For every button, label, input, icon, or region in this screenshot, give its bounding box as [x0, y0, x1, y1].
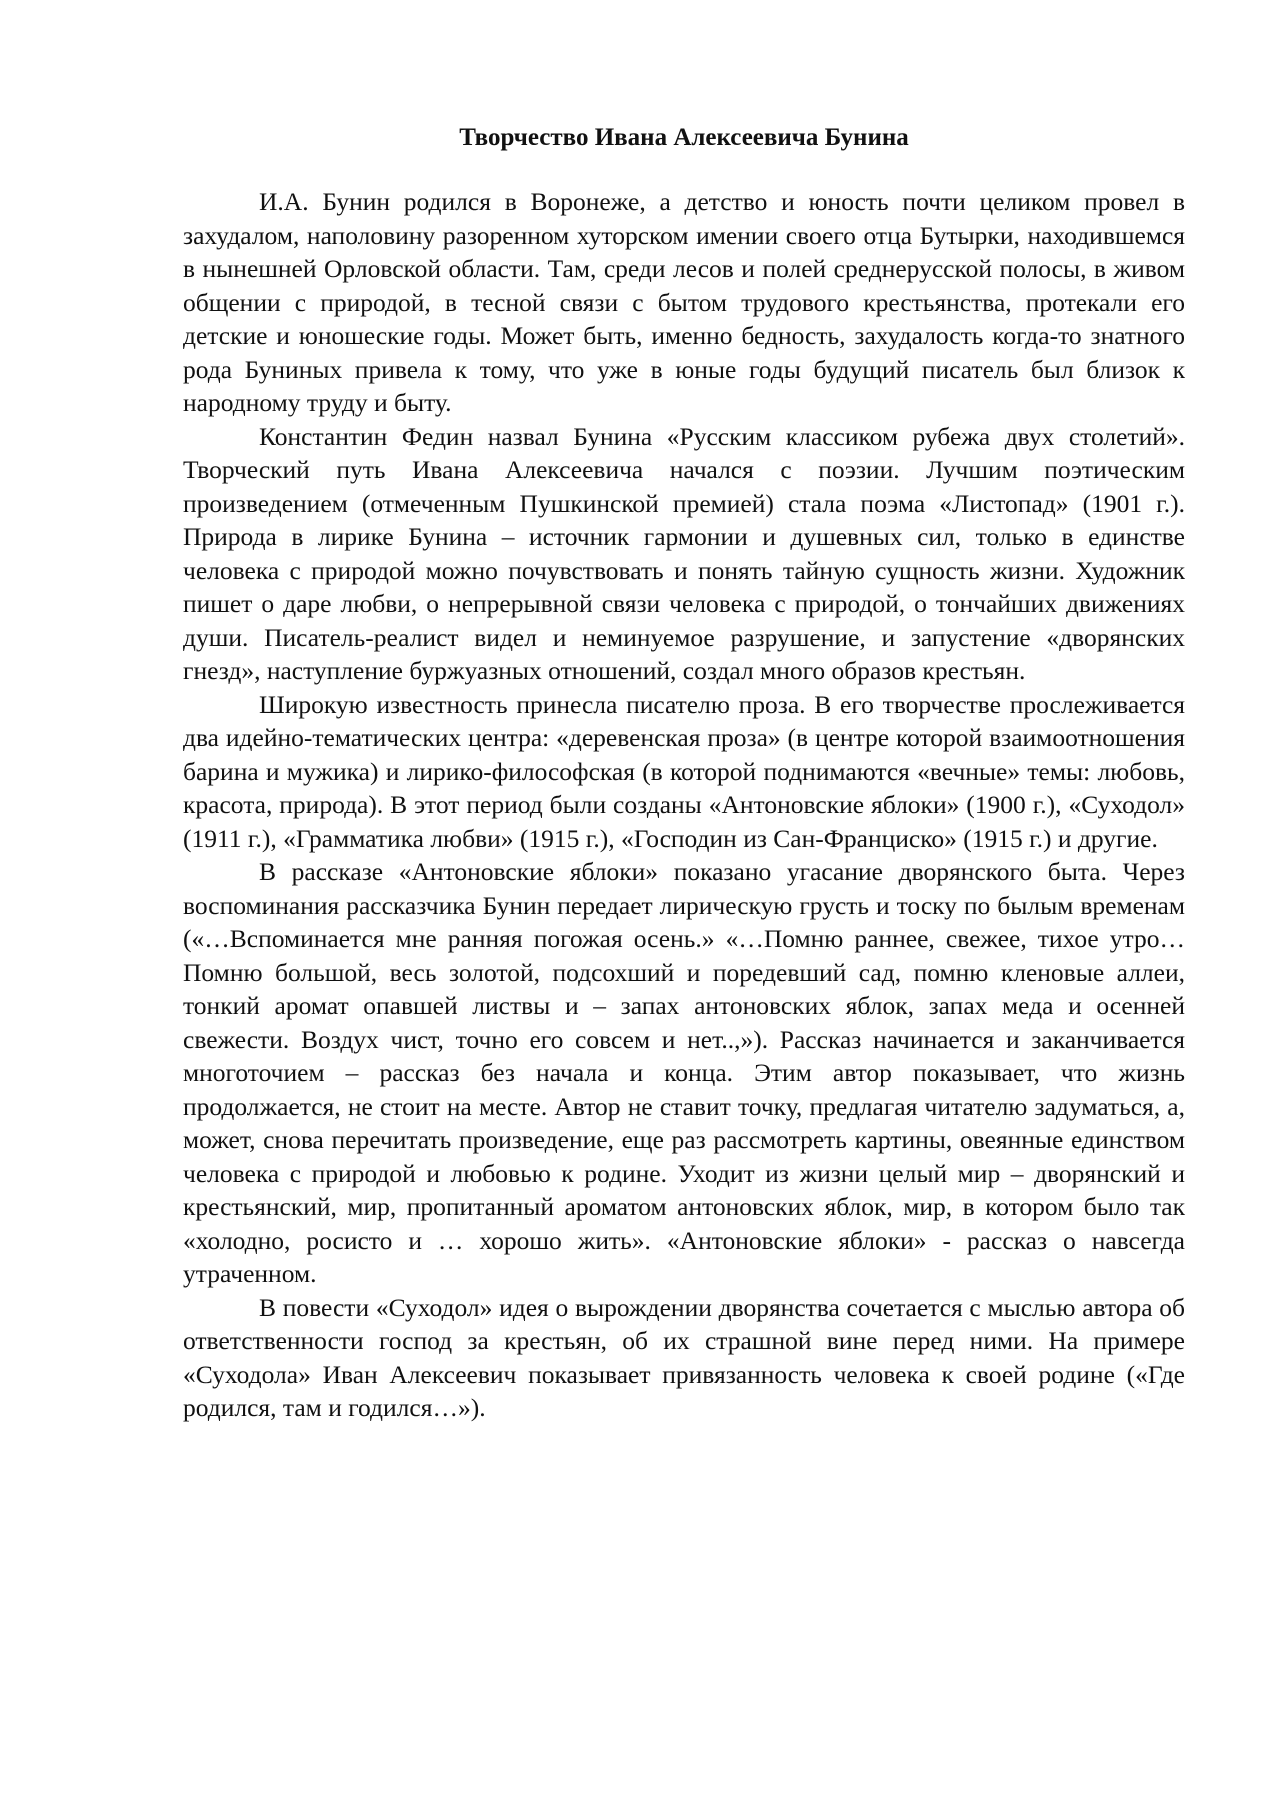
- paragraph-birth-childhood: И.А. Бунин родился в Воронеже, а детство и юность почти целиком провел в захудалом, наполовину разоренном хуторском имении своего отца Бутырки, находившемся в нынешней Орловской области. Там, среди лесов и полей среднерусской полосы, в живом общении с природой, в тесной связи с бытом трудового крестьянства, протекали его детские и юношеские годы. Может быть, именно бедность, захудалость когда-то знатного рода Буниных привела к тому, что уже в юные годы будущий писатель был близок к народному труду и быту.: [183, 187, 1185, 417]
- document-body: [183, 185, 1185, 1425]
- paragraph-poetry: Константин Федин назвал Бунина «Русским классиком рубежа двух столетий». Творческий путь Ивана Алексеевича начался с поэзии. Лучшим поэтическим произведением (отмеченным Пушкинской премией) стала поэма «Листопад» (1901 г.). Природа в лирике Бунина – источник гармонии и душевных сил, только в единстве человека с природой можно почувствовать и понять тайную сущность жизни. Художник пишет о даре любви, о непрерывной связи человека с природой, о тончайших движениях души. Писатель-реалист видел и неминуемое разрушение, и запустение «дворянских гнезд», наступление буржуазных отношений, создал много образов крестьян.: [183, 421, 1185, 685]
- paragraph-sukhodol: В повести «Суходол» идея о вырождении дворянства сочетается с мыслью автора об ответственности господ за крестьян, об их страшной вине перед ними. На примере «Суходола» Иван Алексеевич показывает привязанность человека к своей родине («Где родился, там и годился…»).: [183, 1292, 1185, 1422]
- document-title: Творчество Ивана Алексеевича Бунина: [459, 124, 909, 151]
- paragraph-prose: Широкую известность принесла писателю проза. В его творчестве прослеживается два идейно-тематических центра: «деревенская проза» (в центре которой взаимоотношения барина и мужика) и лирико-философская (в которой поднимаются «вечные» темы: любовь, красота, природа). В этот период были созданы «Антоновские яблоки» (1900 г.), «Суходол» (1911 г.), «Грамматика любви» (1915 г.), «Господин из Сан-Франциско» (1915 г.) и другие.: [183, 689, 1185, 853]
- paragraph-antonov-apples: В рассказе «Антоновские яблоки» показано угасание дворянского быта. Через воспоминания рассказчика Бунин передает лирическую грусть и тоску по былым временам («…Вспоминается мне ранняя погожая осень.» «…Помню раннее, свежее, тихое утро… Помню большой, весь золотой, подсохший и поредевший сад, помню кленовые аллеи, тонкий аромат опавшей листвы и – запах антоновских яблок, запах меда и осенней свежести. Воздух чист, точно его совсем и нет..,»). Рассказ начинается и заканчивается многоточием – рассказ без начала и конца. Этим автор показывает, что жизнь продолжается, не стоит на месте. Автор не ставит точку, предлагая читателю задуматься, а, может, снова перечитать произведение, еще раз рассмотреть картины, овеянные единством человека с природой и любовью к родине. Уходит из жизни целый мир – дворянский и крестьянский, мир, пропитанный ароматом антоновских яблок, мир, в котором было так «холодно, росисто и … хорошо жить». «Антоновские яблоки» - рассказ о навсегда утраченном.: [183, 857, 1185, 1288]
